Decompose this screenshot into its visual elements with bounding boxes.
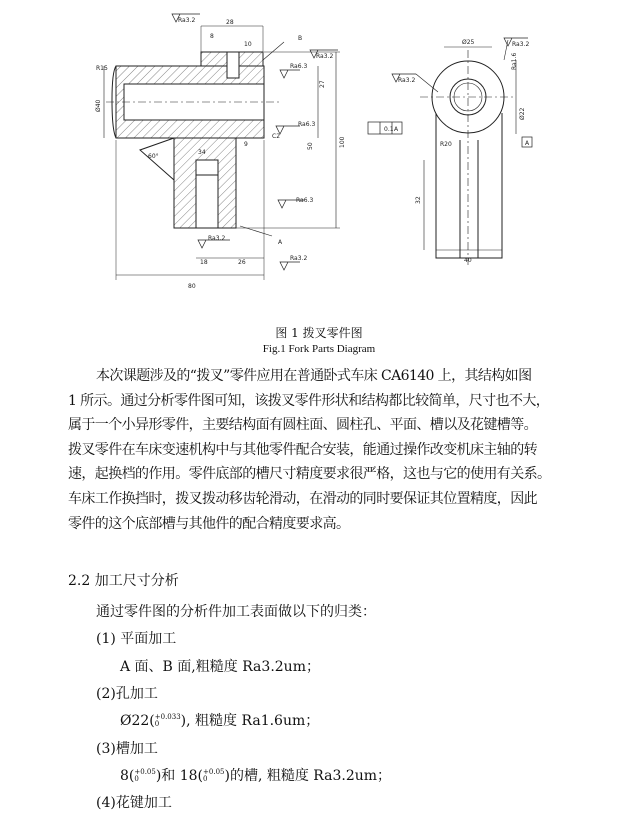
ra-label: Ra3.2 xyxy=(512,41,530,48)
tol-lower: 0 xyxy=(203,775,208,783)
ra-label: Ra3.2 xyxy=(316,53,334,60)
item-2-detail xyxy=(120,710,319,730)
ra-label: Ra3.2 xyxy=(208,235,226,242)
dim-28: 28 xyxy=(226,19,234,26)
tol-lower: 0 xyxy=(134,775,139,783)
body-paragraph xyxy=(68,364,574,536)
ra-label: Ra6.3 xyxy=(290,63,308,70)
item-1-detail: A 面、B 面,粗糙度 Ra3.2um； xyxy=(120,659,320,675)
ra-label: Ra3.2 xyxy=(398,77,416,84)
ra-label: Ra6.3 xyxy=(296,197,314,204)
body-line: 属于一个小异形零件，主要结构面有圆柱面、圆柱孔、平面、槽以及花键槽等。 xyxy=(68,417,537,434)
tol-upper: +0.05 xyxy=(203,768,225,776)
dim-18: 18 xyxy=(200,259,208,266)
body-line: 本次课题涉及的“拨叉”零件应用在普通卧式车床 CA6140 上，其结构如图 xyxy=(96,368,532,384)
dim-32: 32 xyxy=(415,196,422,204)
dim-26: 26 xyxy=(238,259,246,266)
item-2-title: (2)孔加工 xyxy=(96,686,158,702)
dim-9: 9 xyxy=(244,141,248,148)
chamfer-c2: C2 xyxy=(272,133,281,140)
item-2-suffix: ), 粗糙度 Ra1.6um； xyxy=(180,713,320,729)
datum-a: A xyxy=(394,126,399,133)
item-3-part-c: )的槽, 粗糙度 Ra3.2um； xyxy=(224,768,392,784)
item-3-part-a: 8( xyxy=(120,768,135,784)
dim-80: 80 xyxy=(188,283,196,290)
item-4-title: (4)花键加工 xyxy=(96,795,172,811)
dim-10: 10 xyxy=(244,41,252,48)
datum-a-box: A xyxy=(525,140,530,147)
body-line: 速，起换档的作用。零件底部的槽尺寸精度要求很严格，这也与它的使用有关系。 xyxy=(68,466,551,483)
item-3-part-b: )和 18( xyxy=(155,768,204,784)
body-line: 1 所示。通过分析零件图可知，该拨叉零件形状和结构都比较简单，尺寸也不大， xyxy=(68,392,550,409)
tol-upper: +0.033 xyxy=(154,713,181,721)
flatness-value: 0.1 xyxy=(384,126,394,133)
body-line: 车床工作换挡时，拨叉拨动移齿轮滑动，在滑动的同时要保证其位置精度，因此 xyxy=(68,490,537,507)
body-line: 零件的这个底部槽与其他件的配合精度要求高。 xyxy=(68,515,350,532)
dim-100: 100 xyxy=(339,136,346,148)
label-b: B xyxy=(298,35,303,42)
dim-50: 50 xyxy=(307,142,314,150)
dim-phi22: Ø22 xyxy=(519,107,526,120)
ra-label: Ra3.2 xyxy=(290,255,308,262)
ra-label: Ra3.2 xyxy=(178,17,196,24)
tol-upper: +0.05 xyxy=(134,768,156,776)
item-3-title: (3)槽加工 xyxy=(96,741,158,757)
tol-lower: 0 xyxy=(154,720,160,728)
body-line: 拨叉零件在车床变速机构中与其他零件配合安装，能通过操作改变机床主轴的转 xyxy=(68,441,537,458)
ra-label: Ra1.6 xyxy=(511,52,518,70)
item-1-title: (1) 平面加工 xyxy=(96,631,177,647)
section-intro: 通过零件图的分析件加工表面做以下的归类： xyxy=(96,604,376,620)
figure-caption-cn: 图 1 拨叉零件图 xyxy=(275,326,363,340)
tolerance xyxy=(134,769,155,783)
engineering-drawing xyxy=(0,0,638,318)
tolerance xyxy=(203,769,224,783)
item-2-prefix: Ø22( xyxy=(120,713,155,729)
tolerance xyxy=(155,714,181,728)
dim-27: 27 xyxy=(319,80,326,88)
label-a: A xyxy=(278,239,283,246)
radius-r20: R20 xyxy=(440,141,452,148)
fork-parts-drawing xyxy=(0,0,638,318)
dim-34: 34 xyxy=(198,149,206,156)
section-heading: 2.2 加工尺寸分析 xyxy=(68,573,179,589)
dim-phi25: Ø25 xyxy=(462,39,475,46)
dim-8: 8 xyxy=(210,33,214,40)
angle-60: 60° xyxy=(148,153,159,160)
radius-r15: R15 xyxy=(96,65,108,72)
ra-label: Ra6.3 xyxy=(298,121,316,128)
figure-caption-en: Fig.1 Fork Parts Diagram xyxy=(262,343,376,355)
dim-40: 40 xyxy=(464,257,472,264)
dim-phi40: Ø40 xyxy=(95,99,102,112)
item-3-detail xyxy=(120,765,391,785)
